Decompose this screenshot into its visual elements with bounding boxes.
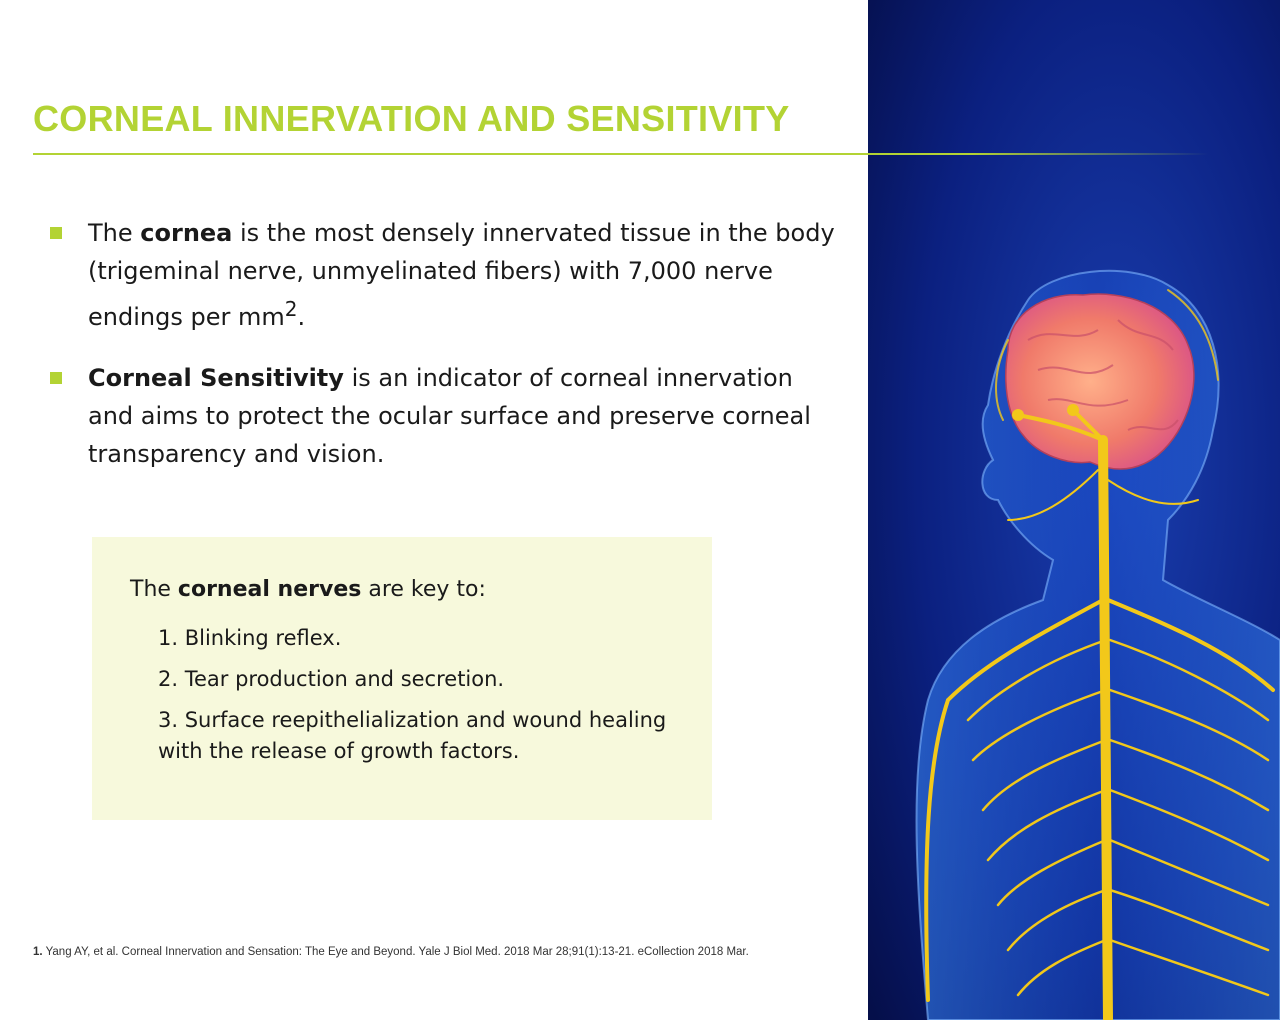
callout-item: 3. Surface reepithelialization and wound healing with the release of growth factors. bbox=[158, 708, 667, 763]
callout-item: 1. Blinking reflex. bbox=[158, 626, 342, 650]
bullet-square-icon bbox=[50, 372, 62, 384]
bullet-cornea: The cornea is the most densely innervated tissue in the body (trigeminal nerve, unmyelinated fibers) with 7,000 nerve endings per $mm^2$. bbox=[48, 214, 838, 336]
corneal-nerves-callout bbox=[92, 537, 712, 820]
slide-title: CORNEAL INNERVATION AND SENSITIVITY bbox=[33, 98, 790, 139]
bullet-bold-term: cornea bbox=[140, 219, 233, 247]
superscript: 2 bbox=[284, 297, 298, 321]
callout-list bbox=[158, 623, 678, 777]
reference-footnote: 1. Yang AY, et al. Corneal Innervation and Sensation: The Eye and Beyond. Yale J Biol Med. 2018 Mar 28;91(1):13-21. eCollection 2018 Mar. bbox=[33, 946, 749, 958]
title-divider bbox=[33, 153, 1208, 155]
bullet-bold-term: Corneal Sensitivity bbox=[88, 364, 344, 392]
bullet-list bbox=[48, 214, 838, 496]
callout-intro: The corneal nerves are key to: bbox=[130, 577, 486, 602]
bullet-square-icon bbox=[50, 227, 62, 239]
callout-item: 2. Tear production and secretion. bbox=[158, 667, 505, 691]
bullet-corneal-sensitivity: Corneal Sensitivity is an indicator of corneal innervation and aims to protect the ocular surface and preserve corneal transparency and vision. bbox=[48, 359, 838, 473]
